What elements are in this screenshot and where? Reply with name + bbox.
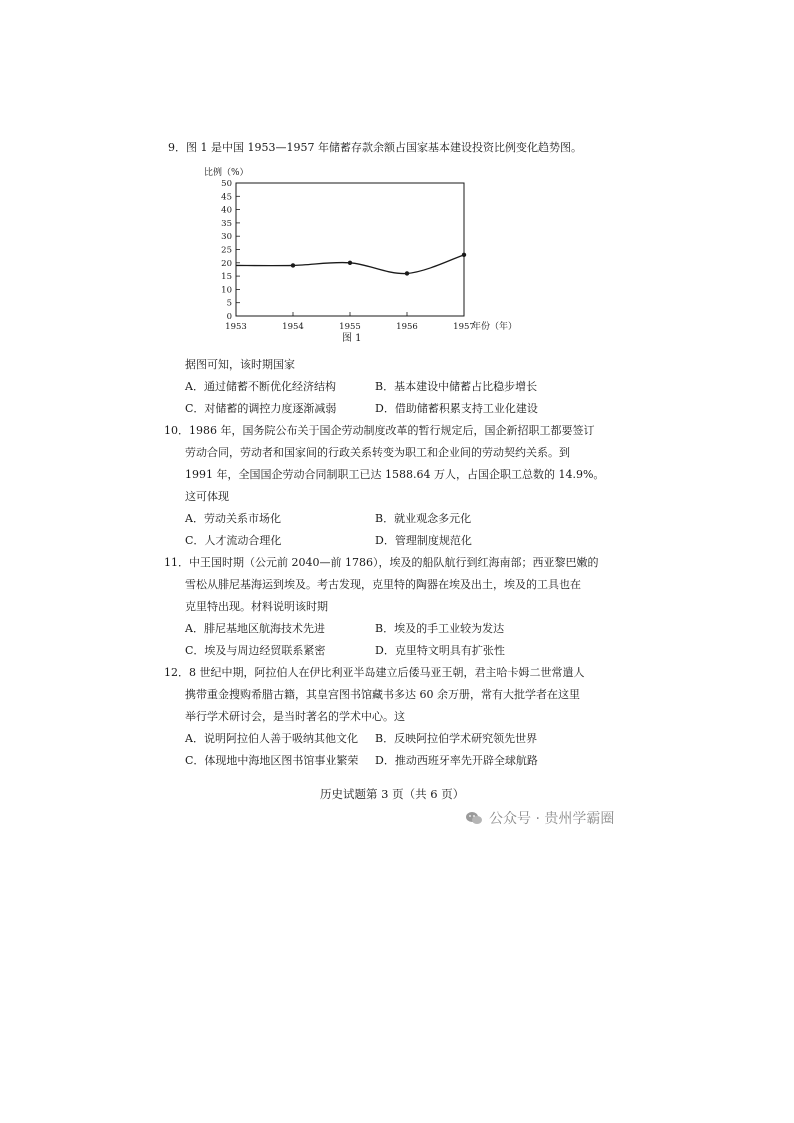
y-tick-label: 15 (221, 272, 232, 283)
x-ticks (225, 312, 475, 332)
q9-stem: 9．图 1 是中国 1953—1957 年储蓄存款余额占国家基本建设投资比例变化趋势图。 (168, 141, 582, 154)
q11-line-1: 11．中王国时期（公元前 2040—前 1786），埃及的船队航行到红海南部；西亚黎巴嫩的 (164, 556, 599, 569)
q10-option-b[interactable]: B．就业观念多元化 (375, 512, 472, 525)
y-tick-label: 0 (226, 312, 232, 322)
q10-option-c[interactable]: C．人才流动合理化 (185, 534, 282, 547)
q12-option-d[interactable]: D．推动西班牙率先开辟全球航路 (375, 754, 538, 767)
y-tick-label: 35 (221, 218, 232, 229)
q9-option-d[interactable]: D．借助储蓄积累支持工业化建设 (375, 402, 538, 415)
q10-line-2: 劳动合同，劳动者和国家间的行政关系转变为职工和企业间的劳动契约关系。到 (185, 446, 570, 459)
q12-option-a[interactable]: A．说明阿拉伯人善于吸纳其他文化 (185, 732, 358, 745)
x-tick-label: 1957 (453, 322, 475, 332)
data-point (405, 271, 409, 275)
data-point (291, 263, 295, 267)
y-tick-label: 45 (221, 192, 232, 203)
q12-option-c[interactable]: C．体现地中海地区图书馆事业繁荣 (185, 754, 359, 767)
q11-option-c[interactable]: C．埃及与周边经贸联系紧密 (185, 644, 326, 657)
data-point (462, 253, 466, 257)
q10-option-d[interactable]: D．管理制度规范化 (375, 534, 472, 547)
page-footer: 历史试题第 3 页（共 6 页） (320, 787, 465, 801)
plot-frame (236, 183, 464, 316)
figure-caption: 图 1 (342, 333, 362, 344)
y-ticks (221, 179, 240, 322)
y-tick-label: 5 (226, 298, 232, 309)
q12-line-2: 携带重金搜购希腊古籍，其皇宫图书馆藏书多达 60 余万册，常有大批学者在这里 (185, 688, 580, 701)
q11-option-a[interactable]: A．腓尼基地区航海技术先进 (185, 622, 325, 635)
q9-question: 据图可知，该时期国家 (185, 358, 295, 371)
data-point (348, 261, 352, 265)
q11-option-b[interactable]: B．埃及的手工业较为发达 (375, 622, 505, 635)
wechat-icon (465, 811, 483, 825)
y-tick-label: 40 (221, 205, 232, 216)
q10-line-4: 这可体现 (185, 490, 229, 503)
q9-option-c[interactable]: C．对储蓄的调控力度逐渐减弱 (185, 402, 337, 415)
q11-line-3: 克里特出现。材料说明该时期 (185, 600, 328, 613)
q11-line-2: 雪松从腓尼基海运到埃及。考古发现，克里特的陶器在埃及出土，埃及的工具也在 (185, 578, 581, 591)
q10-option-a[interactable]: A．劳动关系市场化 (185, 512, 281, 525)
x-tick-label: 1953 (225, 322, 247, 332)
y-tick-label: 20 (221, 258, 232, 269)
x-tick-label: 1956 (396, 322, 418, 332)
q12-line-1: 12．8 世纪中期，阿拉伯人在伊比利亚半岛建立后倭马亚王朝，君主哈卡姆二世常遣人 (164, 666, 585, 679)
watermark (465, 808, 614, 828)
watermark-text: 公众号 · 贵州学霸圈 (489, 811, 615, 827)
q11-option-d[interactable]: D．克里特文明具有扩张性 (375, 644, 505, 657)
y-axis-label: 比例（%） (204, 168, 249, 178)
q12-line-3: 举行学术研讨会，是当时著名的学术中心。这 (185, 710, 405, 723)
q12-option-b[interactable]: B．反映阿拉伯学术研究领先世界 (375, 732, 538, 745)
q10-line-1: 10．1986 年，国务院公布关于国企劳动制度改革的暂行规定后，国企新招职工都要签订 (164, 424, 595, 437)
q9-option-a[interactable]: A．通过储蓄不断优化经济结构 (185, 380, 336, 393)
y-tick-label: 25 (221, 245, 232, 256)
x-tick-label: 1954 (282, 322, 304, 332)
x-tick-label: 1955 (339, 322, 361, 332)
y-tick-label: 30 (221, 232, 232, 243)
q10-line-3: 1991 年，全国国企劳动合同制职工已达 1588.64 万人，占国企职工总数的 14.9%。 (185, 468, 605, 481)
x-axis-label: 年份（年） (472, 322, 518, 332)
y-tick-label: 10 (221, 285, 232, 296)
y-tick-label: 50 (221, 179, 232, 189)
q9-option-b[interactable]: B．基本建设中储蓄占比稳步增长 (375, 380, 538, 393)
figure-1-chart (200, 163, 530, 343)
